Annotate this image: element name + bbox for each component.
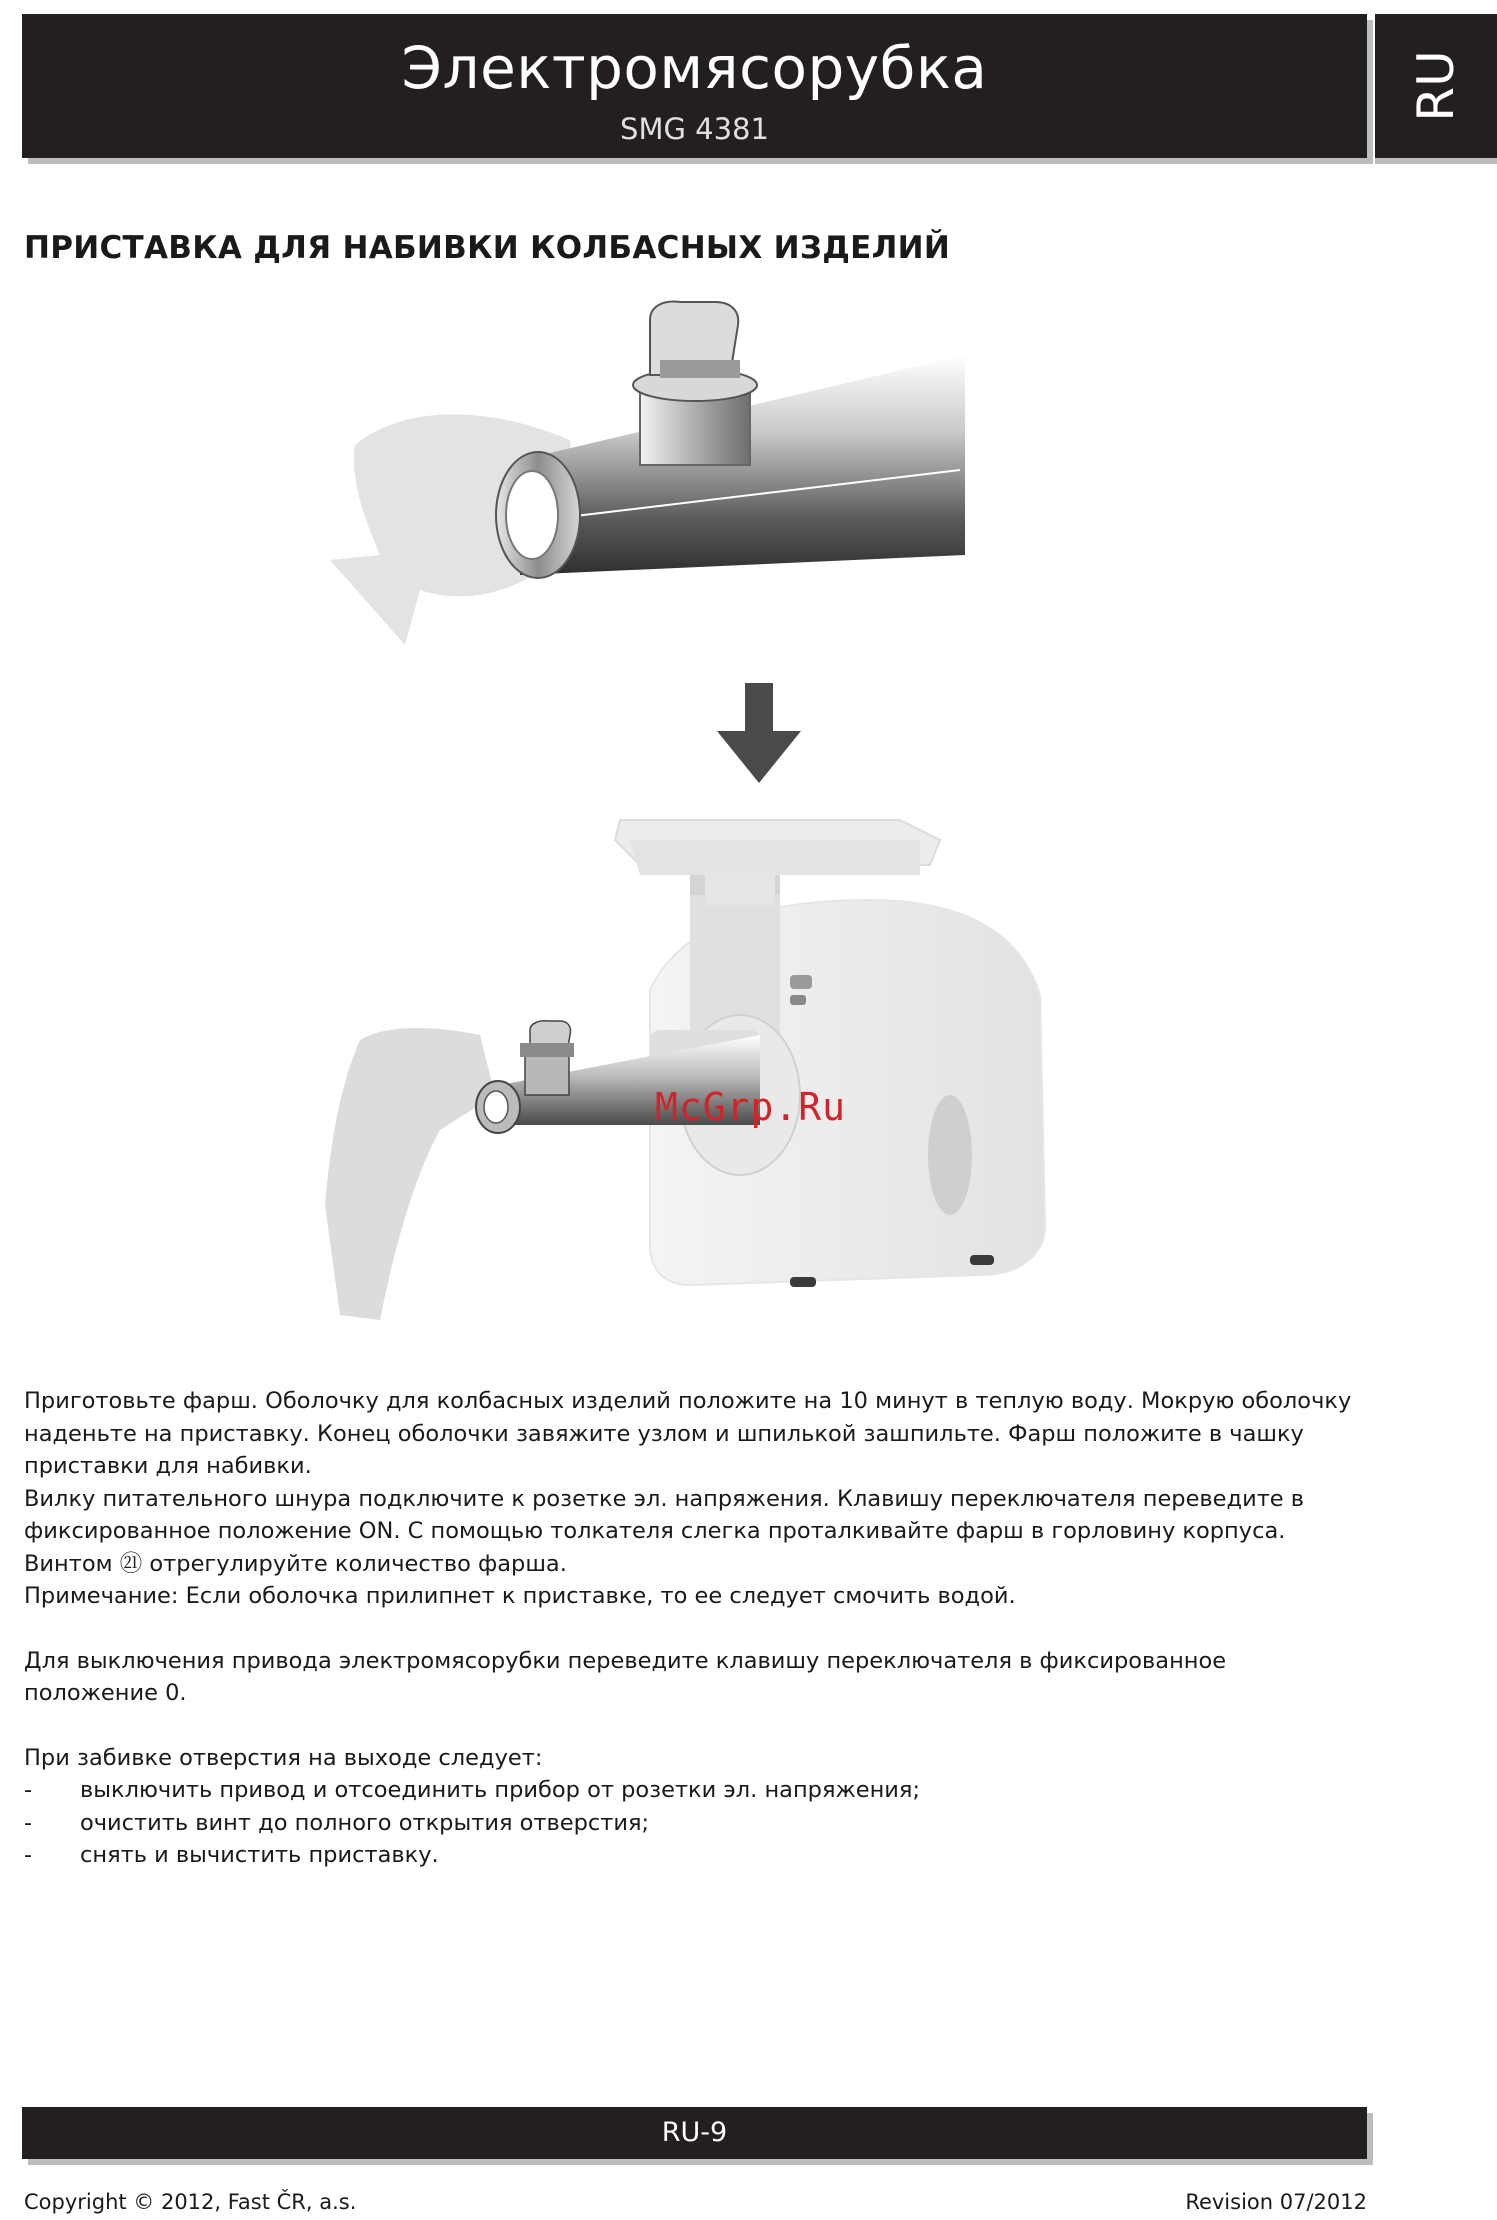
meat-grinder-icon <box>320 785 1060 1345</box>
language-tab <box>1375 14 1497 158</box>
bullet-marker: - <box>24 1842 33 1868</box>
down-arrow-icon <box>715 683 803 785</box>
paragraph: Вилку питательного шнура подключите к розетке эл. напряжения. Клавишу переключателя переведите в фиксированное положение ON. С помощью толкателя слегка проталкивайте фарш в горловину корпуса. <box>24 1485 1305 1544</box>
section-title: ПРИСТАВКА ДЛЯ НАБИВКИ КОЛБАСНЫХ ИЗДЕЛИЙ <box>24 230 951 266</box>
sausage-attachment-icon <box>320 290 980 670</box>
list-item-text: очистить винт до полного открытия отверстия; <box>80 1809 650 1836</box>
paragraph: При забивке отверстия на выходе следует: <box>24 1744 543 1771</box>
footer-bar <box>22 2107 1367 2159</box>
list-item <box>24 1807 1364 1840</box>
model-number: SMG 4381 <box>620 112 769 146</box>
list-item-text: выключить привод и отсоединить прибор от розетки эл. напряжения; <box>80 1777 921 1803</box>
page-number: RU-9 <box>661 2117 728 2148</box>
header-bar <box>22 14 1367 158</box>
bullet-marker: - <box>24 1809 33 1836</box>
paragraph: Для выключения привода электромясорубки переведите клавишу переключателя в фиксированное положение 0. <box>24 1647 1227 1706</box>
paragraph: Винтом ㉑ отрегулируйте количество фарша. <box>24 1550 567 1577</box>
copyright-text: Copyright © 2012, Fast ČR, a.s. <box>24 2190 357 2214</box>
document-title: Электромясорубка <box>401 34 988 102</box>
paragraph: Приготовьте фарш. Оболочку для колбасных изделий положите на 10 минут в теплую воду. Мокрую оболочку наденьте на приставку. Конец оболочки завяжите узлом и шпилькой зашпильте. Фарш положите в чашку приставки для набивки. <box>24 1388 1352 1479</box>
bullet-marker: - <box>24 1777 33 1803</box>
language-label: RU <box>1407 50 1465 122</box>
list-item-text: снять и вычистить приставку. <box>80 1842 439 1868</box>
watermark-text: McGrp.Ru <box>655 1085 847 1129</box>
instructions-body <box>24 1385 1364 1872</box>
list-item <box>24 1774 1364 1807</box>
list-item <box>24 1839 1364 1872</box>
paragraph: Примечание: Если оболочка прилипнет к приставке, то ее следует смочить водой. <box>24 1583 1016 1609</box>
revision-text: Revision 07/2012 <box>1185 2190 1367 2214</box>
